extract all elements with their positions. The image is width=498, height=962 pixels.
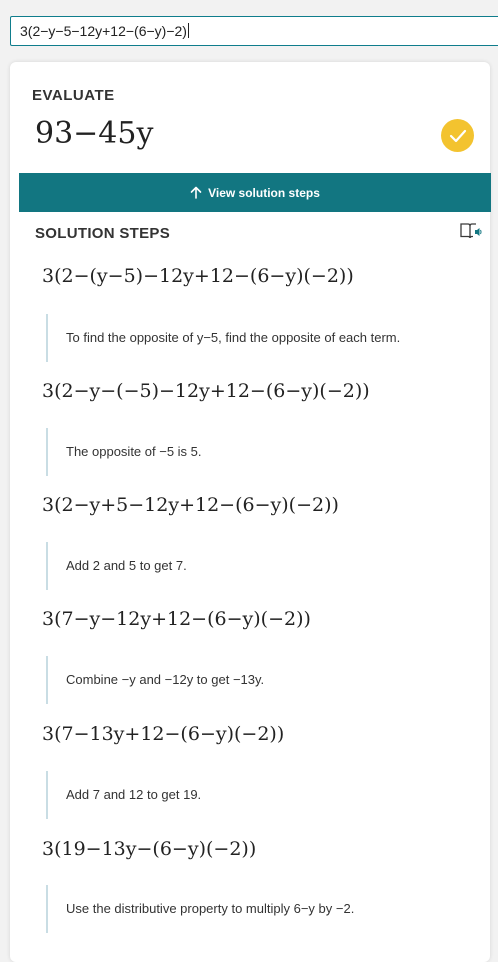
step-expression: 3(2−y−(−5)−12y+12−(6−y)(−2)) [42, 380, 370, 402]
view-solution-steps-button[interactable] [19, 173, 491, 212]
step-explanation: Add 7 and 12 to get 19. [46, 771, 486, 819]
step-explanation: Use the distributive property to multiply 6−y by −2. [46, 885, 486, 933]
step-expression: 3(7−13y+12−(6−y)(−2)) [42, 723, 285, 745]
step-explanation: Add 2 and 5 to get 7. [46, 542, 486, 590]
step-explanation: To find the opposite of y−5, find the opposite of each term. [46, 314, 486, 362]
step-expression: 3(7−y−12y+12−(6−y)(−2)) [42, 608, 311, 630]
arrow-up-icon [190, 186, 202, 199]
step-explanation: The opposite of −5 is 5. [46, 428, 486, 476]
checkmark-icon [441, 119, 474, 152]
solution-card [10, 62, 490, 962]
step-expression: 3(2−(y−5)−12y+12−(6−y)(−2)) [42, 265, 354, 287]
text-caret [188, 23, 189, 38]
evaluate-label: EVALUATE [32, 87, 115, 104]
expression-input-text: 3(2−y−5−12y+12−(6−y)−2) [20, 23, 187, 39]
step-explanation: Combine −y and −12y to get −13y. [46, 656, 486, 704]
evaluate-result: 93−45y [35, 116, 154, 151]
step-expression: 3(19−13y−(6−y)(−2)) [42, 838, 257, 860]
immersive-reader-icon[interactable] [460, 222, 482, 245]
expression-input[interactable] [10, 16, 498, 46]
view-solution-steps-label: View solution steps [208, 185, 320, 200]
step-expression: 3(2−y+5−12y+12−(6−y)(−2)) [42, 494, 339, 516]
solution-steps-heading: SOLUTION STEPS [35, 225, 171, 242]
